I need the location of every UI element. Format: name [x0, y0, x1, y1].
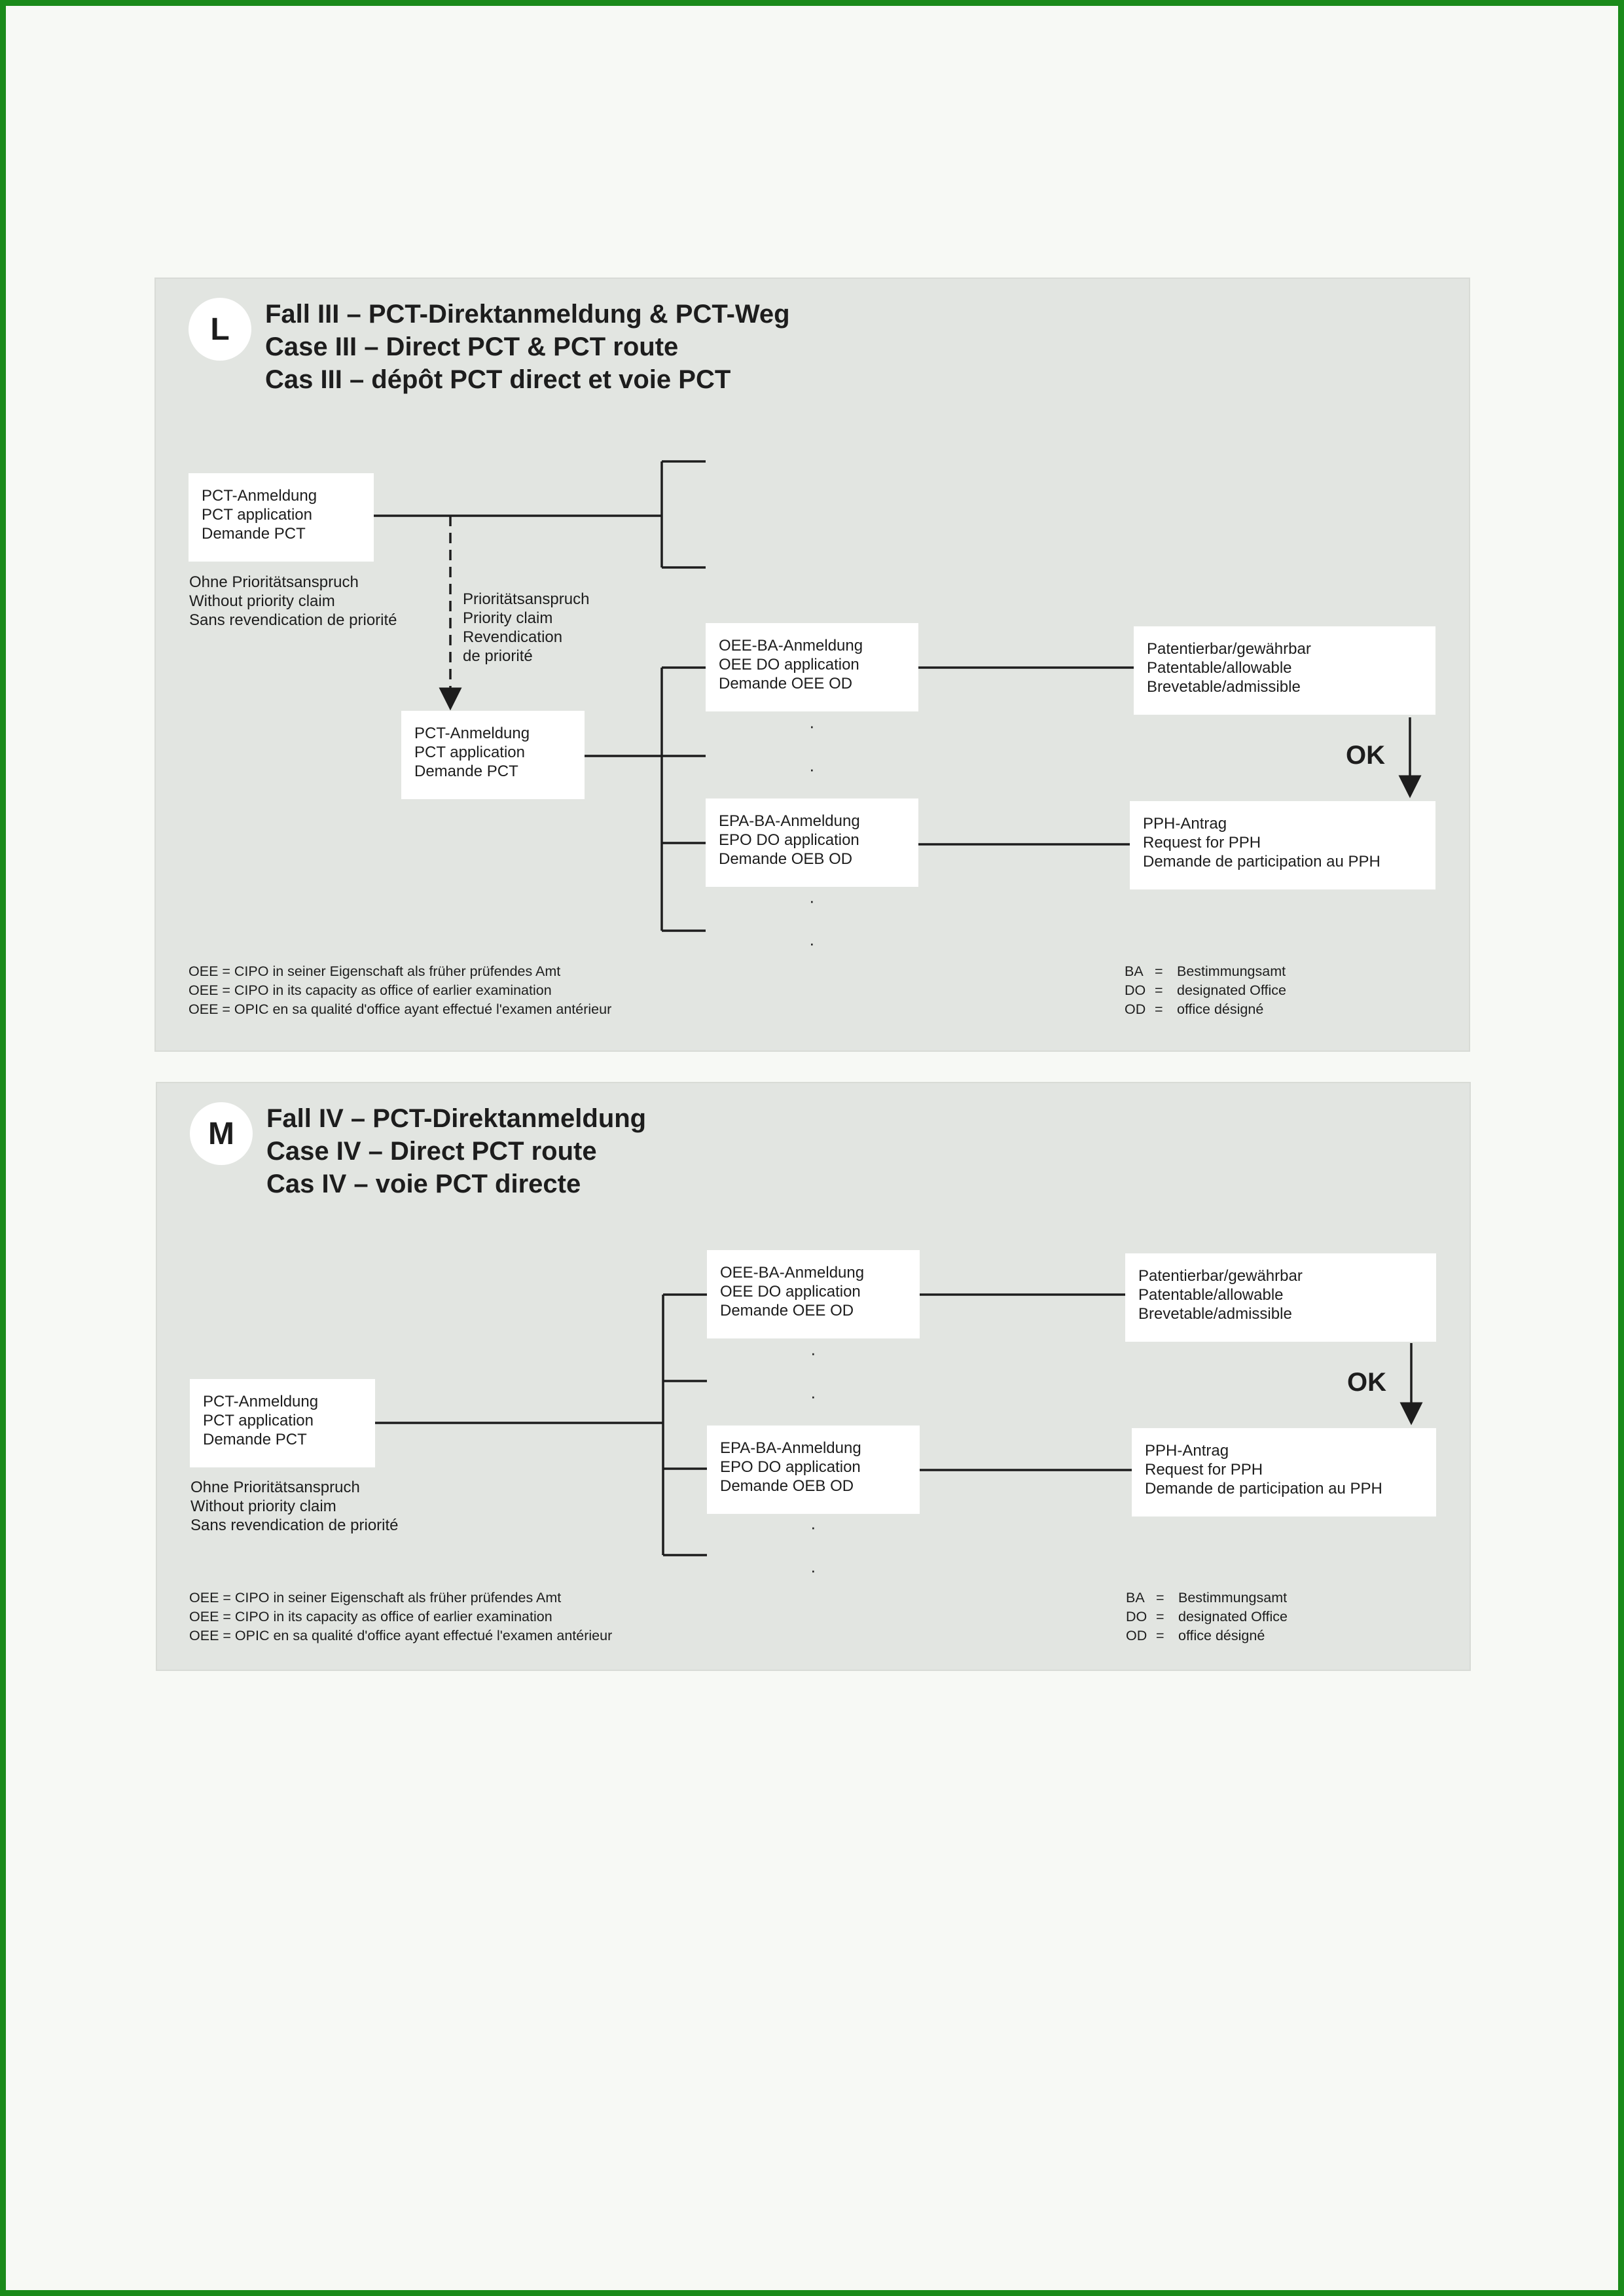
legend-row: OD = office désigné: [1126, 1628, 1265, 1643]
box-line: PCT-Anmeldung: [203, 1393, 319, 1410]
ellipsis-dot: ·: [809, 759, 815, 779]
box-line: OEE-BA-Anmeldung: [719, 637, 863, 655]
title-line: Cas III – dépôt PCT direct et voie PCT: [265, 365, 731, 394]
box-line: PPH-Antrag: [1143, 815, 1227, 833]
title-line: Fall III – PCT-Direktanmeldung & PCT-Weg: [265, 300, 790, 329]
box-line: Patentable/allowable: [1147, 659, 1292, 677]
legend-line: OEE = OPIC en sa qualité d'office ayant effectué l'examen antérieur: [189, 1628, 613, 1643]
box-line: OEE-BA-Anmeldung: [720, 1264, 865, 1282]
ellipsis-dot: ·: [809, 716, 815, 736]
title-line: Cas IV – voie PCT directe: [266, 1170, 581, 1198]
box-line: PCT application: [414, 744, 525, 761]
box-line: Demande PCT: [202, 525, 306, 543]
legend-line: OEE = CIPO in its capacity as office of earlier examination: [189, 1609, 552, 1624]
box-line: EPA-BA-Anmeldung: [720, 1439, 861, 1457]
legend-line: OEE = CIPO in seiner Eigenschaft als früher prüfendes Amt: [189, 1590, 562, 1605]
ellipsis-dot: ·: [810, 1386, 816, 1406]
title-line: Fall IV – PCT-Direktanmeldung: [266, 1104, 647, 1133]
ellipsis-dot: ·: [809, 891, 815, 910]
box-line: PCT application: [203, 1412, 314, 1429]
title-line: Case III – Direct PCT & PCT route: [265, 332, 679, 361]
box-line: PCT application: [202, 506, 312, 524]
note-line: Ohne Prioritätsanspruch: [189, 573, 359, 591]
ellipsis-dot: ·: [810, 1343, 816, 1363]
legend-line: OEE = CIPO in seiner Eigenschaft als früher prüfendes Amt: [189, 963, 561, 979]
title-line: Case IV – Direct PCT route: [266, 1137, 597, 1166]
note-line: Without priority claim: [190, 1498, 336, 1515]
legend-row: DO = designated Office: [1126, 1609, 1288, 1624]
ellipsis-dot: ·: [810, 1517, 816, 1537]
legend-row: DO = designated Office: [1125, 982, 1286, 998]
box-line: EPO DO application: [719, 831, 859, 849]
legend-line: OEE = OPIC en sa qualité d'office ayant effectué l'examen antérieur: [189, 1001, 612, 1017]
box-line: Brevetable/admissible: [1147, 678, 1301, 696]
panel-m-badge: M: [190, 1102, 253, 1165]
box-line: Demande OEB OD: [720, 1477, 854, 1495]
box-line: Patentable/allowable: [1138, 1286, 1284, 1304]
legend-line: OEE = CIPO in its capacity as office of earlier examination: [189, 982, 552, 998]
box-line: OEE DO application: [720, 1283, 861, 1300]
box-line: Demande de participation au PPH: [1145, 1480, 1382, 1498]
box-line: Request for PPH: [1145, 1461, 1263, 1479]
ok-label: OK: [1347, 1368, 1386, 1397]
box-line: PCT-Anmeldung: [202, 487, 317, 505]
ok-label: OK: [1346, 741, 1385, 770]
note-line: Priority claim: [463, 609, 553, 627]
note-line: de priorité: [463, 647, 533, 665]
ellipsis-dot: ·: [809, 933, 815, 953]
legend-row: BA = Bestimmungsamt: [1126, 1590, 1288, 1605]
legend-row: BA = Bestimmungsamt: [1125, 963, 1286, 979]
ellipsis-dot: ·: [810, 1560, 816, 1580]
box-line: Demande PCT: [414, 762, 518, 780]
note-line: Sans revendication de priorité: [190, 1516, 399, 1534]
box-line: Request for PPH: [1143, 834, 1261, 852]
box-line: Brevetable/admissible: [1138, 1305, 1292, 1323]
box-line: EPO DO application: [720, 1458, 861, 1476]
box-line: Demande de participation au PPH: [1143, 853, 1380, 870]
note-line: Sans revendication de priorité: [189, 611, 397, 629]
box-line: Demande PCT: [203, 1431, 307, 1448]
note-line: Revendication: [463, 628, 563, 646]
box-line: Patentierbar/gewährbar: [1147, 640, 1311, 658]
box-line: Demande OEB OD: [719, 850, 853, 868]
note-line: Prioritätsanspruch: [463, 590, 590, 608]
box-line: Demande OEE OD: [720, 1302, 854, 1319]
note-line: Without priority claim: [189, 592, 335, 610]
legend-row: OD = office désigné: [1125, 1001, 1264, 1017]
box-line: Patentierbar/gewährbar: [1138, 1267, 1303, 1285]
panel-l-badge: L: [189, 298, 251, 361]
box-line: PCT-Anmeldung: [414, 725, 530, 742]
box-line: PPH-Antrag: [1145, 1442, 1229, 1460]
box-line: EPA-BA-Anmeldung: [719, 812, 860, 830]
box-line: Demande OEE OD: [719, 675, 853, 692]
note-line: Ohne Prioritätsanspruch: [190, 1479, 360, 1496]
box-line: OEE DO application: [719, 656, 859, 673]
